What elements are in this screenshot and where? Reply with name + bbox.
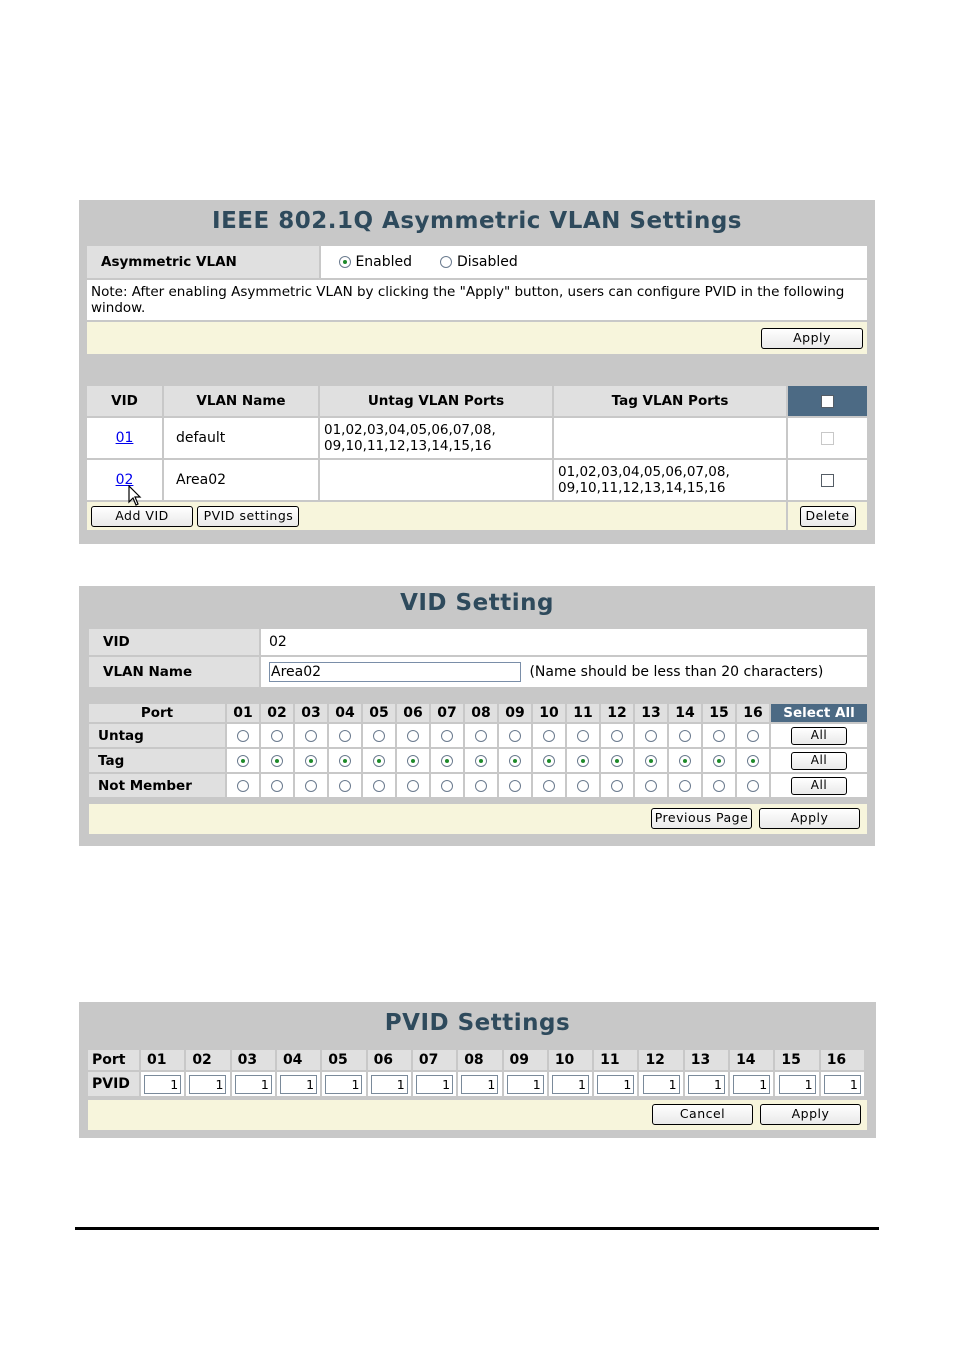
table-row	[89, 749, 867, 772]
pvid-port-header-01: 01	[141, 1050, 184, 1070]
select-all-header: Select All	[771, 704, 867, 722]
port-header-16: 16	[737, 704, 769, 722]
pvid-port-label: Port	[88, 1050, 139, 1070]
asym-mode-cell	[321, 246, 867, 278]
vlan-name-label: VLAN Name	[89, 657, 259, 687]
pvid-input-09[interactable]: 1	[507, 1075, 544, 1094]
pvid-port-header-09: 09	[504, 1050, 547, 1070]
port-header-12: 12	[601, 704, 633, 722]
pvid-input-07[interactable]: 1	[416, 1075, 453, 1094]
port-radio-10[interactable]	[543, 780, 555, 792]
row-checkbox-02[interactable]	[821, 474, 834, 487]
pvid-input-10[interactable]: 1	[552, 1075, 589, 1094]
pvid-input-04[interactable]: 1	[280, 1075, 317, 1094]
asym-title: IEEE 802.1Q Asymmetric VLAN Settings	[212, 208, 742, 234]
pvid-footer	[88, 1100, 867, 1130]
vlan-name-cell: Area02	[164, 460, 318, 500]
port-radio-09[interactable]	[509, 730, 521, 742]
untag-ports-cell	[320, 460, 552, 500]
vlan-name-header: VLAN Name	[164, 386, 318, 416]
all-button[interactable]: All	[791, 777, 847, 795]
vlan-name-cell: default	[164, 418, 318, 458]
vid-link-01[interactable]: 01	[115, 430, 134, 446]
port-radio-11[interactable]	[577, 730, 589, 742]
port-radio-16[interactable]	[747, 780, 759, 792]
pvid-port-header-06: 06	[368, 1050, 411, 1070]
port-radio-08[interactable]	[475, 730, 487, 742]
vid-info-table	[87, 627, 869, 689]
page-footer-rule	[75, 1227, 879, 1230]
table-row	[87, 460, 867, 500]
all-button[interactable]: All	[791, 752, 847, 770]
port-radio-09[interactable]	[509, 755, 521, 767]
port-radio-07[interactable]	[441, 755, 453, 767]
port-radio-14[interactable]	[679, 730, 691, 742]
port-radio-12[interactable]	[611, 755, 623, 767]
port-radio-05[interactable]	[373, 730, 385, 742]
pvid-input-14[interactable]: 1	[733, 1075, 770, 1094]
pvid-settings-panel	[79, 1002, 876, 1138]
vid-setting-panel	[79, 586, 875, 846]
port-radio-02[interactable]	[271, 730, 283, 742]
vlan-name-input[interactable]: Area02	[269, 662, 521, 682]
port-radio-16[interactable]	[747, 755, 759, 767]
port-radio-15[interactable]	[713, 730, 725, 742]
port-radio-09[interactable]	[509, 780, 521, 792]
vid-title: VID Setting	[400, 590, 554, 616]
port-radio-11[interactable]	[577, 780, 589, 792]
port-header-15: 15	[703, 704, 735, 722]
port-header-09: 09	[499, 704, 531, 722]
port-radio-08[interactable]	[475, 755, 487, 767]
port-radio-14[interactable]	[679, 780, 691, 792]
port-header-01: 01	[227, 704, 259, 722]
vid-value: 02	[261, 629, 867, 655]
port-radio-07[interactable]	[441, 780, 453, 792]
select-all-header	[788, 386, 867, 416]
asym-label: Asymmetric VLAN	[87, 246, 319, 278]
port-radio-05[interactable]	[373, 755, 385, 767]
membership-label: Tag	[89, 749, 225, 772]
disabled-radio[interactable]	[440, 256, 452, 268]
vlan-list-table	[85, 384, 869, 532]
pvid-title: PVID Settings	[384, 1010, 571, 1036]
port-radio-01[interactable]	[237, 730, 249, 742]
pvid-input-16[interactable]: 1	[824, 1075, 861, 1094]
pvid-input-05[interactable]: 1	[325, 1075, 362, 1094]
port-label: Port	[89, 704, 225, 722]
pvid-port-header-08: 08	[458, 1050, 501, 1070]
pvid-input-08[interactable]: 1	[461, 1075, 498, 1094]
port-radio-15[interactable]	[713, 780, 725, 792]
pvid-settings-button[interactable]: PVID settings	[197, 506, 299, 527]
membership-label: Not Member	[89, 774, 225, 797]
port-radio-03[interactable]	[305, 730, 317, 742]
port-radio-06[interactable]	[407, 780, 419, 792]
port-radio-16[interactable]	[747, 730, 759, 742]
untag-ports-header: Untag VLAN Ports	[320, 386, 552, 416]
tag-ports-header: Tag VLAN Ports	[554, 386, 786, 416]
pvid-input-06[interactable]: 1	[371, 1075, 408, 1094]
select-all-checkbox[interactable]	[821, 395, 834, 408]
port-radio-15[interactable]	[713, 755, 725, 767]
port-radio-13[interactable]	[645, 755, 657, 767]
port-radio-02[interactable]	[271, 780, 283, 792]
untag-ports-cell: 01,02,03,04,05,06,07,08, 09,10,11,12,13,14,15,16	[320, 418, 552, 458]
pvid-port-header-13: 13	[685, 1050, 728, 1070]
tag-ports-cell: 01,02,03,04,05,06,07,08, 09,10,11,12,13,14,15,16	[554, 460, 786, 500]
vid-label: VID	[89, 629, 259, 655]
table-row	[89, 724, 867, 747]
asym-settings-table	[85, 244, 869, 356]
vid-header: VID	[87, 386, 162, 416]
pvid-table	[86, 1048, 866, 1098]
enabled-radio[interactable]	[339, 256, 351, 268]
port-radio-12[interactable]	[611, 730, 623, 742]
port-radio-04[interactable]	[339, 755, 351, 767]
enabled-label: Enabled	[355, 254, 413, 270]
port-radio-04[interactable]	[339, 780, 351, 792]
table-row	[89, 774, 867, 797]
membership-label: Untag	[89, 724, 225, 747]
pvid-input-13[interactable]: 1	[688, 1075, 725, 1094]
pvid-port-header-16: 16	[821, 1050, 864, 1070]
port-radio-11[interactable]	[577, 755, 589, 767]
port-header-03: 03	[295, 704, 327, 722]
cancel-button[interactable]: Cancel	[652, 1104, 753, 1125]
pvid-input-03[interactable]: 1	[235, 1075, 272, 1094]
port-radio-13[interactable]	[645, 730, 657, 742]
port-radio-02[interactable]	[271, 755, 283, 767]
port-header-04: 04	[329, 704, 361, 722]
port-radio-07[interactable]	[441, 730, 453, 742]
pvid-label: PVID	[88, 1072, 139, 1096]
port-radio-03[interactable]	[305, 755, 317, 767]
pvid-input-12[interactable]: 1	[643, 1075, 680, 1094]
pvid-input-02[interactable]: 1	[189, 1075, 226, 1094]
port-radio-08[interactable]	[475, 780, 487, 792]
delete-button[interactable]: Delete	[800, 506, 856, 527]
vid-apply-button[interactable]: Apply	[759, 808, 860, 829]
pvid-port-header-11: 11	[594, 1050, 637, 1070]
port-header-05: 05	[363, 704, 395, 722]
port-radio-05[interactable]	[373, 780, 385, 792]
asymmetric-vlan-panel	[79, 200, 875, 544]
port-header-10: 10	[533, 704, 565, 722]
port-membership-table	[87, 702, 869, 799]
pvid-port-header-04: 04	[277, 1050, 320, 1070]
mouse-cursor-icon	[128, 485, 142, 507]
previous-page-button[interactable]: Previous Page	[651, 808, 752, 829]
pvid-port-header-05: 05	[322, 1050, 365, 1070]
pvid-apply-button[interactable]: Apply	[760, 1104, 861, 1125]
asym-apply-button[interactable]: Apply	[761, 328, 863, 349]
port-radio-14[interactable]	[679, 755, 691, 767]
pvid-port-header-07: 07	[413, 1050, 456, 1070]
port-radio-01[interactable]	[237, 755, 249, 767]
pvid-port-header-10: 10	[549, 1050, 592, 1070]
pvid-port-header-12: 12	[639, 1050, 682, 1070]
pvid-input-15[interactable]: 1	[779, 1075, 816, 1094]
port-header-11: 11	[567, 704, 599, 722]
port-radio-06[interactable]	[407, 755, 419, 767]
all-button[interactable]: All	[791, 727, 847, 745]
vlan-name-hint: (Name should be less than 20 characters)	[529, 664, 824, 680]
port-header-02: 02	[261, 704, 293, 722]
pvid-port-header-14: 14	[730, 1050, 773, 1070]
port-radio-03[interactable]	[305, 780, 317, 792]
vid-footer	[89, 804, 867, 834]
pvid-port-header-03: 03	[232, 1050, 275, 1070]
pvid-input-11[interactable]: 1	[597, 1075, 634, 1094]
port-radio-13[interactable]	[645, 780, 657, 792]
pvid-input-01[interactable]: 1	[144, 1075, 181, 1094]
port-header-08: 08	[465, 704, 497, 722]
port-radio-10[interactable]	[543, 730, 555, 742]
vid-link-02[interactable]: 02	[115, 472, 134, 488]
port-radio-06[interactable]	[407, 730, 419, 742]
port-radio-04[interactable]	[339, 730, 351, 742]
pvid-port-header-15: 15	[775, 1050, 818, 1070]
port-header-13: 13	[635, 704, 667, 722]
port-header-06: 06	[397, 704, 429, 722]
port-header-07: 07	[431, 704, 463, 722]
add-vid-button[interactable]: Add VID	[91, 506, 193, 527]
port-radio-12[interactable]	[611, 780, 623, 792]
asym-note: Note: After enabling Asymmetric VLAN by clicking the "Apply" button, users can configure PVID in the following window.	[91, 284, 845, 316]
port-header-14: 14	[669, 704, 701, 722]
port-radio-10[interactable]	[543, 755, 555, 767]
pvid-port-header-02: 02	[186, 1050, 229, 1070]
row-checkbox-01	[821, 432, 834, 445]
table-row	[87, 418, 867, 458]
disabled-label: Disabled	[456, 254, 518, 270]
port-radio-01[interactable]	[237, 780, 249, 792]
tag-ports-cell	[554, 418, 786, 458]
